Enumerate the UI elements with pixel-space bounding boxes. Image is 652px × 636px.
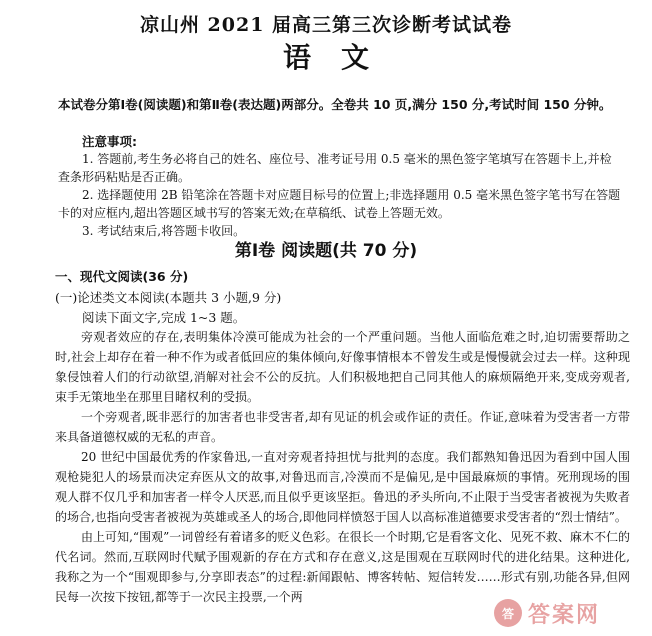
note-item: 2. 选择题使用 2B 铅笔涂在答题卡对应题目标号的位置上;非选择题用 0.5 毫米黑色签字笔书写在答题卡的对应框内,超出答题区域书写的答案无效;在草稿纸、试卷上答题无效。 (58, 188, 621, 220)
watermark-seal-icon: 答 (494, 599, 522, 627)
section-title: 第Ⅰ卷 阅读题(共 70 分) (234, 241, 418, 261)
passage-paragraph: 旁观者效应的存在,表明集体冷漠可能成为社会的一个严重问题。当他人面临危难之时,迫切需要帮助之时,社会上却存在着一种不作为或者低回应的集体倾向,好像事情根本不曾发生或是慢慢就会过去一样。这种现象侵蚀着人们的行动欲望,消解对社会不公的反抗。人们积极地把自己同其他人的麻烦隔绝开来,变成旁观者,束手无策地坐在那里目睹权利的受损。 (55, 330, 630, 404)
passage-paragraph: 20 世纪中国最优秀的作家鲁迅,一直对旁观者持担忧与批判的态度。我们都熟知鲁迅因为看到中国人围观枪毙犯人的场景而决定弃医从文的故事,对鲁迅而言,冷漠而不是偏见,是中国最麻烦的事情。死刑现场的围观人群不仅几乎和加害者一样令人厌恶,而且似乎更该坚拒。鲁迅的矛头所向,不止限于当受害者被视为失败者的场合,也指向受害者被视为英雄或圣人的场合,即他同样愤怒于国人以高标准道德要求受害者的“烈士情结”。 (55, 450, 630, 524)
subject-title: 语文 (282, 41, 399, 74)
part-heading: 一、现代文阅读(36 分) (55, 269, 189, 284)
notes-heading: 注意事项: (82, 134, 137, 149)
passage-paragraph: 由上可知,“围观”一词曾经有着诸多的贬义色彩。在很长一个时期,它是看客文化、见死不救、麻木不仁的代名词。然而,互联网时代赋予围观新的存在方式和存在意义,这是围观在互联网时代的进化结果。这种进化,我称之为一个“围观即参与,分享即表态”的过程:新闻跟帖、博客转帖、短信转发……形式有别,功能各异,但网民每一次按下按钮,都等于一次民主投票,一个两 (55, 530, 630, 604)
note-item: 1. 答题前,考生务必将自己的姓名、座位号、准考证号用 0.5 毫米的黑色签字笔填写在答题卡上,并检查条形码粘贴是否正确。 (58, 152, 612, 184)
exam-intro: 本试卷分第Ⅰ卷(阅读题)和第Ⅱ卷(表达题)两部分。全卷共 10 页,满分 150 分,考试时间 150 分钟。 (58, 97, 612, 112)
note-item: 3. 考试结束后,将答题卡收回。 (82, 224, 246, 238)
notes-list (58, 150, 623, 240)
exam-title: 凉山州 2021 届高三第三次诊断考试试卷 (139, 14, 513, 36)
reading-passage (55, 327, 630, 607)
reading-instruction: 阅读下面文字,完成 1~3 题。 (82, 310, 246, 325)
subpart-heading: (一)论述类文本阅读(本题共 3 小题,9 分) (55, 290, 282, 305)
watermark-text: 答案网 (528, 602, 601, 628)
passage-paragraph: 一个旁观者,既非恶行的加害者也非受害者,却有见证的机会或作证的责任。作证,意味着为受害者一方带来具备道德权威的无私的声音。 (55, 410, 630, 444)
watermark (494, 596, 644, 630)
